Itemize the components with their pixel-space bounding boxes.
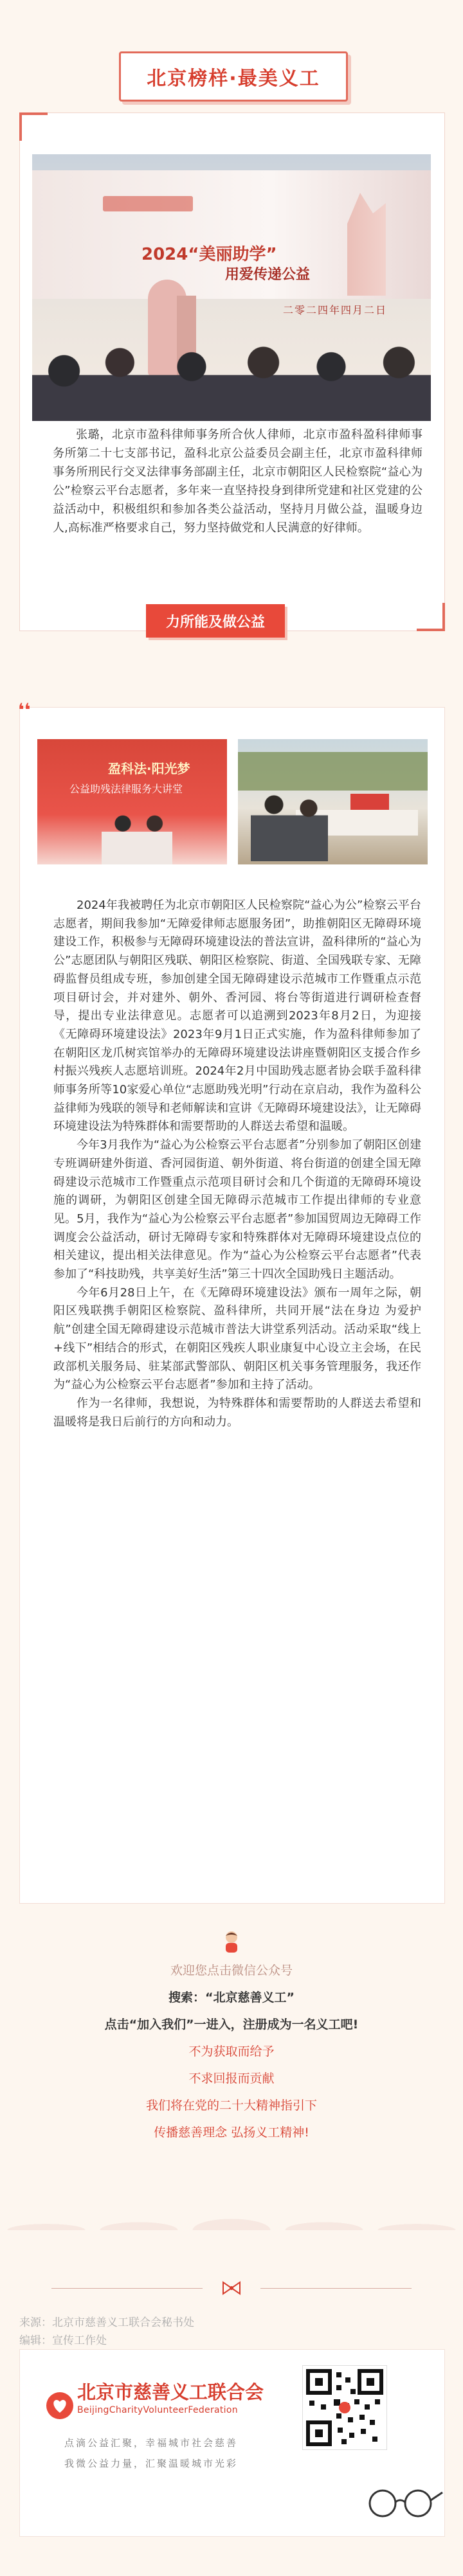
lecture-banner-subtitle: 公益助残法律服务大讲堂 — [69, 783, 183, 795]
org-slogan: 我微公益力量，汇聚温暖城市光彩 — [64, 2458, 239, 2469]
divider-line — [51, 2288, 203, 2289]
event-date: 二零二四年四月二日 — [283, 304, 388, 316]
glasses-decoration-icon — [360, 2481, 444, 2519]
mascot-icon — [219, 1928, 244, 1954]
divider-line — [260, 2288, 412, 2289]
bow-icon — [220, 2276, 243, 2300]
footer-line: 我们将在党的二十大精神指引下 — [145, 2098, 317, 2113]
tent-canopy — [238, 752, 428, 791]
section-heading: 力所能及做公益 — [146, 604, 285, 638]
page-title: 北京榜样·最美义工 — [119, 51, 348, 102]
outdoor-service-photo — [238, 739, 428, 864]
bow-divider — [51, 2275, 412, 2301]
story-paragraph: 今年3月我作为“益心为公检察云平台志愿者”分别参加了朝阳区创建专班调研建外街道、香河园街道、朝外街道、将台街道的创建全国无障碍建设示范城市工作暨重点示范项目研讨会和几个街道的无障碍环境设施的调研，为朝阳区创建全国无障碍示范城市工作提出律师的专业意见。5月，我作为“益心为公检察云平台志愿者”参加国贸周边无障碍工作调度会公益活动，研讨无障碍专家和特殊群体对无障碍环境建设点位的相关建议，提出相关法律意见。作为“益心为公检察云平台志愿者”代表参加了“科技助残，共享美好生活”第三十四次全国助残日主题活动。 — [53, 1138, 421, 1282]
footer-line: 点击“加入我们”一进入，注册成为一名义工吧! — [104, 2017, 359, 2032]
editor-line: 编辑：宣传工作处 — [19, 2334, 107, 2347]
lecture-photo — [37, 739, 227, 864]
footer-call-to-action — [0, 1957, 463, 2146]
footer-line: 不求回报而贡献 — [188, 2071, 275, 2086]
profile-bio: 张璐，北京市盈科律师事务所合伙人律师，北京市盈科盈科律师事务所第二十七支部书记，盈科北京公益委员会副主任，北京市盈科律师事务所刑民行交叉法律事务部副主任，北京市朝阳区人民检察院“益心为公”检察云平台志愿者，多年来一直坚持投身到律所党建和社区党建的公益活动中，积极组织和参加各类公益活动，坚持月月做公益，温暖身边人,高标准严格要求自己，努力坚持做党和人民满意的好律师。 — [53, 428, 422, 535]
story-paragraph: 2024年我被聘任为北京市朝阳区人民检察院“益心为公”检察云平台志愿者，期间我参加“无障爱律师志愿服务团”，助推朝阳区无障碍环境建设工作，积极参与无障碍环境建设法的普法宣讲，盈科律所的“益心为公”志愿团队与朝阳区残联、朝阳区检察院、街道、全国残联专家、无障碍监督员组成专班，参加创建全国无障碍建设示范城市工作暨重点示范项目研讨会，并对建外、朝外、香河园、将台等街道进行调研检查督导，提出专业法律意见。志愿者可以追溯到2023年8月2日，为迎接《无障碍环境建设法》2023年9月1日正式实施，作为盈科律师参加了在朝阳区龙爪树宾馆举办的无障碍环境建设法讲座暨朝阳区支援合作乡村振兴残疾人志愿培训班。2024年2月中国助残志愿者协会联手盈科律师事务所等10家爱心单位“志愿助残光明”行动在京启动，我作为盈科公益律师为残联的领导和老师解读和宣讲《无障碍环境建设法》，让无障碍环境建设法为特殊群体和需要帮助的人群送去希望和温暖。 — [53, 899, 421, 1134]
story-text — [53, 897, 421, 1431]
article-credits — [19, 2314, 194, 2350]
org-logo-icon — [45, 2391, 75, 2420]
footer-line: 不为获取而给予 — [188, 2044, 275, 2059]
event-subtitle: 用爱传递公益 — [225, 267, 311, 283]
qr-code-icon[interactable] — [302, 2365, 387, 2450]
card-corner-decoration — [417, 603, 445, 631]
source-line: 来源：北京市慈善义工联合会秘书处 — [19, 2316, 194, 2329]
story-paragraph: 作为一名律师，我想说，为特殊群体和需要帮助的人群送去希望和温暖将是我日后前行的方向和动力。 — [53, 1396, 421, 1429]
org-name-en: BeijingCharityVolunteerFederation — [77, 2405, 238, 2415]
footer-line: 搜索：“北京慈善义工” — [168, 1990, 295, 2005]
wave-decoration — [0, 2163, 463, 2230]
footer-line: 传播慈善理念 弘扬义工精神! — [154, 2125, 309, 2140]
event-photo — [32, 154, 431, 421]
org-slogan: 点滴公益汇聚，幸福城市社会慈善 — [64, 2437, 239, 2449]
lecture-people — [102, 810, 172, 864]
footer-line: 欢迎您点击微信公众号 — [170, 1963, 293, 1978]
audience — [32, 337, 431, 421]
lecture-banner-title: 盈科法·阳光梦 — [108, 761, 190, 776]
org-name: 北京市慈善义工联合会 — [77, 2381, 264, 2403]
event-title: 2024“美丽助学” — [141, 245, 277, 264]
service-people — [251, 791, 328, 861]
story-paragraph: 今年6月28日上午，在《无障碍环境建设法》颁布一周年之际，朝阳区残联携手朝阳区检察院、盈科律所，共同开展“法在身边 为爱护航”创建全国无障碍建设示范城市普法大讲堂系列活动。活动采取“线上+线下”相结合的形式，在朝阳区残疾人职业康复中心设立主会场，在民政部机关服务局、驻某部武警部队、朝阳区机关事务管理服务，我还作为“益心为公检察云平台志愿者”参加和主持了活动。 — [53, 1285, 421, 1392]
sponsor-logo — [103, 196, 193, 211]
card-corner-decoration — [19, 112, 48, 141]
quote-icon: ❛❛ — [18, 699, 31, 720]
